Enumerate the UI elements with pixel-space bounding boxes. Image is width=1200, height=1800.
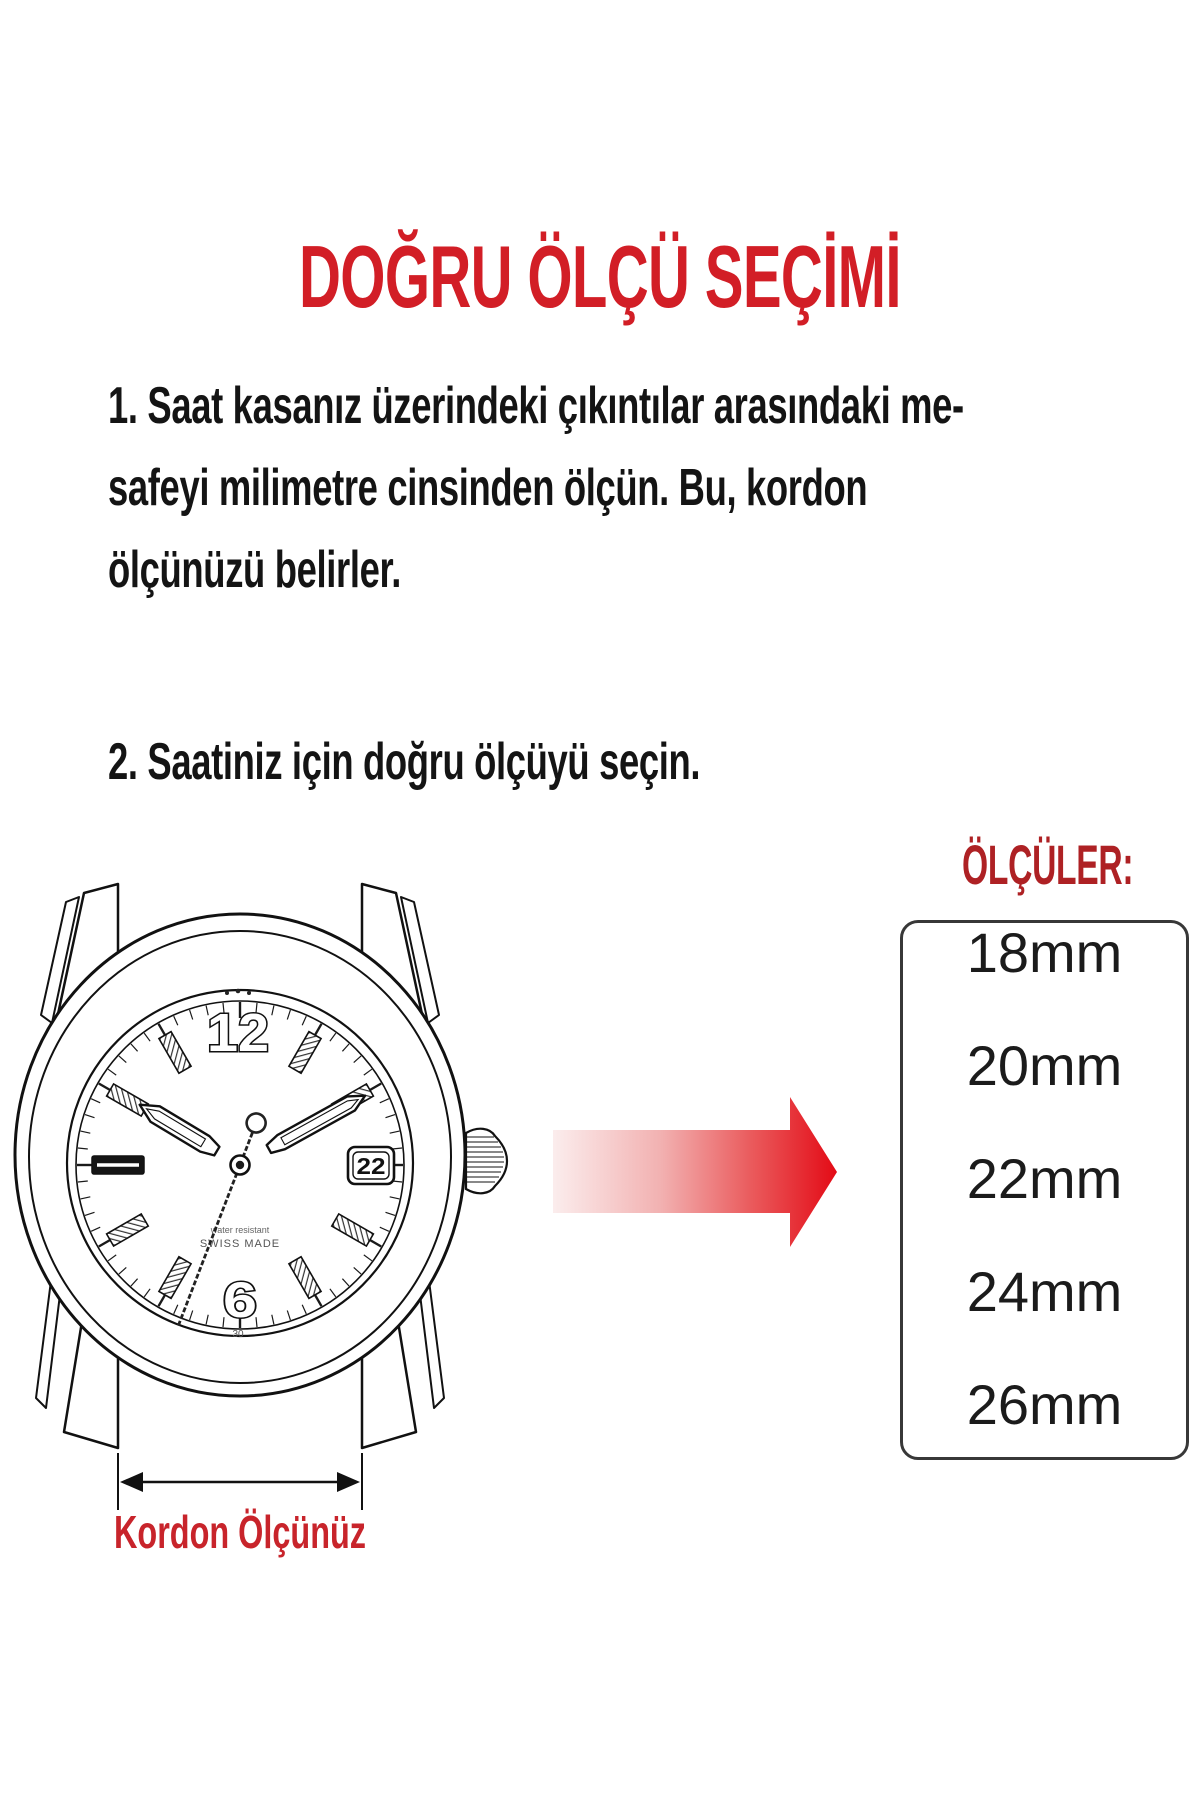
measure-arrowhead-right (337, 1472, 360, 1492)
numeral-12: 12 (207, 1003, 269, 1063)
dial-text-line2: SWISS MADE (199, 1238, 281, 1250)
sizes-box (900, 920, 1189, 1460)
page-title (0, 226, 1200, 328)
hands-pivot (231, 1156, 250, 1175)
step1-line2: safeyi milimetre cinsinden ölçün. Bu, kordon (108, 459, 868, 517)
dial-text-line1: water resistant (210, 1225, 270, 1235)
instruction-step-2 (108, 721, 954, 803)
size-option-26mm: 26mm (966, 1373, 1123, 1436)
watch-crown (466, 1129, 507, 1194)
step1-line1: 1. Saat kasanız üzerindeki çıkıntılar arasındaki me- (108, 377, 964, 435)
numeral-6: 6 (223, 1272, 257, 1328)
size-option-20mm: 20mm (966, 1034, 1123, 1097)
watch-diagram (0, 860, 520, 1560)
measure-label: Kordon Ölçünüz (114, 1506, 366, 1558)
date-window (348, 1147, 394, 1184)
date-value: 22 (356, 1153, 386, 1179)
step2-line: 2. Saatiniz için doğru ölçüyü seçin. (108, 733, 701, 791)
step1-line3: ölçünüzü belirler. (108, 541, 402, 599)
sizes-heading-text: ÖLÇÜLER: (961, 833, 1134, 896)
size-option-18mm: 18mm (966, 921, 1123, 984)
red-arrow (540, 1080, 850, 1265)
minute-30-label: 30 (232, 1329, 244, 1340)
size-option-24mm: 24mm (966, 1260, 1123, 1323)
nine-oclock-marker (92, 1156, 144, 1174)
red-arrow-shape (553, 1097, 837, 1247)
size-option-22mm: 22mm (966, 1147, 1123, 1210)
page-title-text: DOĞRU ÖLÇÜ SEÇİMİ (299, 227, 901, 326)
instruction-step-1 (108, 365, 1200, 611)
measure-arrowhead-left (120, 1472, 143, 1492)
sizes-heading (900, 832, 1195, 897)
measurement-guide (118, 1453, 362, 1510)
